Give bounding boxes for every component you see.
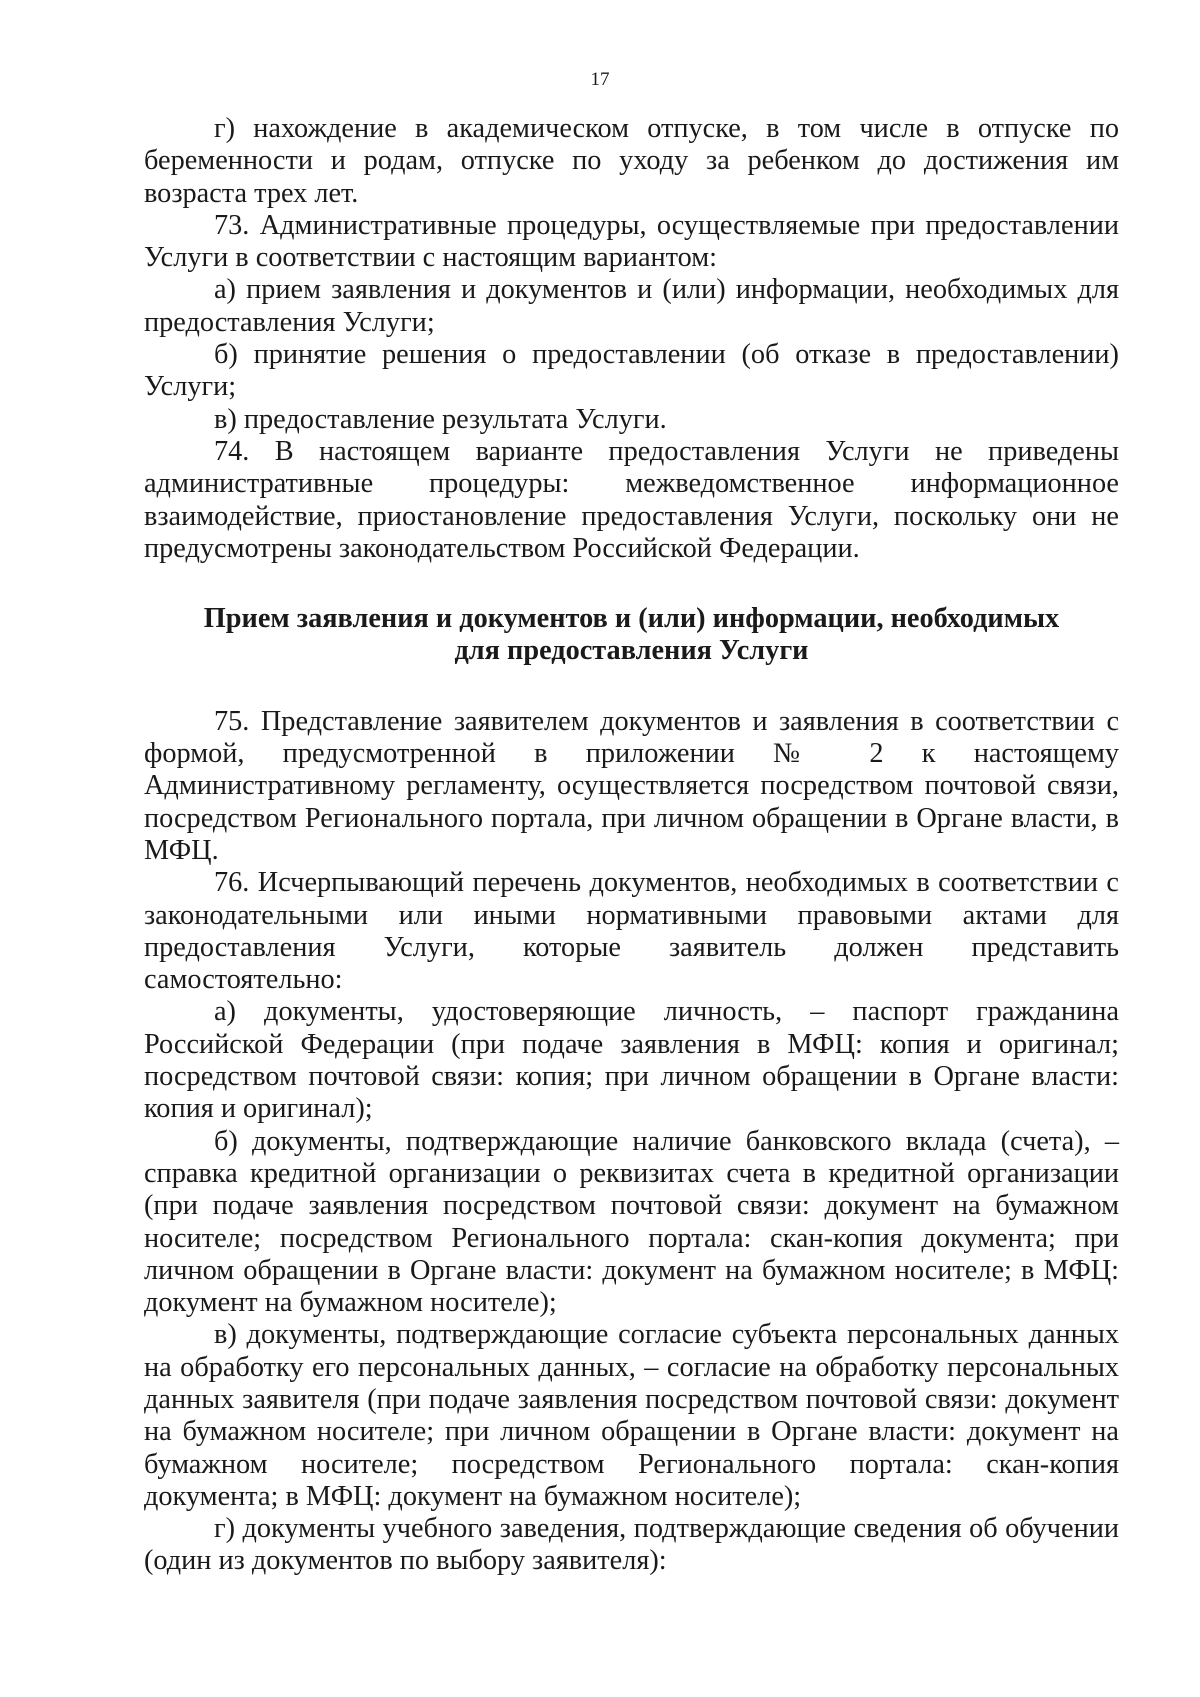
paragraph-74: 74. В настоящем варианте предоставления Услуги не приведены административные процедуры: межведомственное информационное взаимодействие, приостановление предоставления Услуги, поскольку они не предусмотрены законодательством Российской Федерации. xyxy=(144,435,1119,564)
paragraph-76-g: г) документы учебного заведения, подтверждающие сведения об обучении (один из документов по выбору заявителя): xyxy=(144,1513,1119,1577)
paragraph-76: 76. Исчерпывающий перечень документов, необходимых в соответствии с законодательными или иными нормативными правовыми актами для предоставления Услуги, которые заявитель должен представить самостоятельно: xyxy=(144,867,1119,996)
section-heading: Прием заявления и документов и (или) информации, необходимых для предоставления Услуги xyxy=(203,603,1060,667)
paragraph-76-a: а) документы, удостоверяющие личность, – паспорт гражданина Российской Федерации (при подаче заявления в МФЦ: копия и оригинал; посредством почтовой связи: копия; при личном обращении в Органе власти: копия и оригинал); xyxy=(144,996,1119,1125)
document-body xyxy=(144,113,1119,1578)
paragraph-76-b: б) документы, подтверждающие наличие банковского вклада (счета), – справка кредитной организации о реквизитах счета в кредитной организации (при подаче заявления посредством почтовой связи: документ на бумажном носителе; посредством Регионального портала: скан-копия документа; при личном обращении в Органе власти: документ на бумажном носителе; в МФЦ: документ на бумажном носителе); xyxy=(144,1125,1119,1319)
page-number: 17 xyxy=(590,69,610,90)
paragraph-75: 75. Представление заявителем документов и заявления в соответствии с формой, предусмотренной в приложении № 2 к настоящему Административному регламенту, осуществляется посредством почтовой связи, посредством Регионального портала, при личном обращении в Органе власти, в МФЦ. xyxy=(144,705,1119,866)
paragraph-73-b: б) принятие решения о предоставлении (об отказе в предоставлении) Услуги; xyxy=(144,339,1119,403)
paragraph-73-v: в) предоставление результата Услуги. xyxy=(214,403,667,435)
paragraph-76-v: в) документы, подтверждающие согласие субъекта персональных данных на обработку его персональных данных, – согласие на обработку персональных данных заявителя (при подаче заявления посредством почтовой связи: документ на бумажном носителе; при личном обращении в Органе власти: документ на бумажном носителе; посредством Регионального портала: скан-копия документа; в МФЦ: документ на бумажном носителе); xyxy=(144,1319,1119,1512)
paragraph-leave-status: г) нахождение в академическом отпуске, в том числе в отпуске по беременности и родам, отпуске по уходу за ребенком до достижения им возраста трех лет. xyxy=(144,113,1119,209)
paragraph-73: 73. Административные процедуры, осуществляемые при предоставлении Услуги в соответствии с настоящим вариантом: xyxy=(144,209,1119,274)
paragraph-73-a: а) прием заявления и документов и (или) информации, необходимых для предоставления Услуги; xyxy=(144,274,1119,338)
